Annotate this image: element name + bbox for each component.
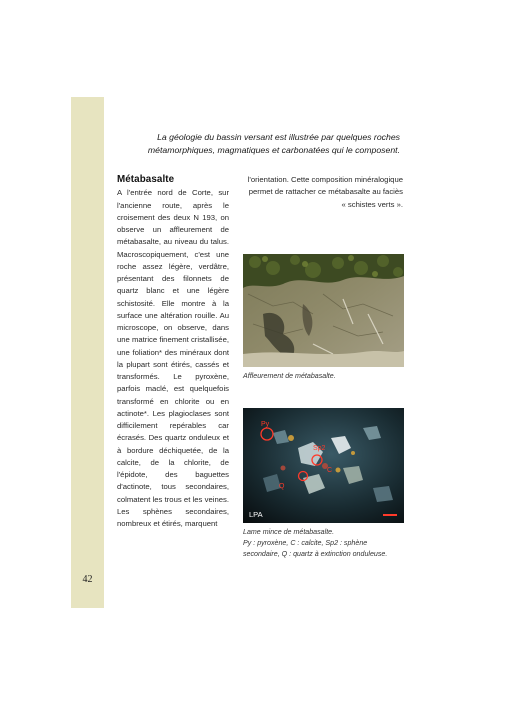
- outcrop-photo-caption: [243, 371, 404, 382]
- thin-section-caption: [243, 527, 404, 561]
- page-number: 42: [82, 574, 93, 585]
- article-right-column: [243, 174, 403, 211]
- thin-section-caption-title: Lame mince de métabasalte.: [243, 528, 335, 536]
- article-left-column: [117, 174, 229, 530]
- page-margin-band: [71, 97, 104, 608]
- lpa-label: LPA: [249, 510, 263, 519]
- article-heading: Métabasalte: [117, 174, 175, 185]
- marker-sp2: Sp2: [313, 445, 326, 452]
- article-body: A l'entrée nord de Corte, sur l'ancienne route, après le croisement des deux N 193, on observe un affleurement de métabasalte, au niveau du talus. Macroscopiquement, c'est une roche assez légère, verdâtre, présentant des filonnets de quartz blanc et une légère schistosité. Elle montre à la surface une altération rouille. Au microscope, on observe, dans une matrice finement cristallisée, une foliation* des minéraux dont la plupart sont étirés, cassés et transformés. Le pyroxène, parfois maclé, est quelquefois transformé en chlorite ou en actinote*. Les plagioclases sont difficilement repérables car écrasés. Des quartz onduleux et à bordure déchiquetée, de la calcite, de la chlorite, de l'épidote, des baguettes d'actinote, tous secondaires, colmatent les trous et les veines. Les sphènes secondaires, nombreux et étirés, marquent: [117, 188, 229, 528]
- outcrop-caption-text: Affleurement de métabasalte.: [243, 372, 336, 380]
- intro-text: La géologie du bassin versant est illustrée par quelques roches métamorphiques, magmatiques et carbonatées qui le composent.: [147, 132, 400, 155]
- thin-section-caption-legend: Py : pyroxène, C : calcite, Sp2 : sphène secondaire, Q : quartz à extinction onduleuse.: [243, 539, 388, 559]
- outcrop-photo: [243, 254, 404, 367]
- thin-section-photo: [243, 408, 404, 523]
- marker-py: Py: [261, 421, 270, 428]
- article-continuation: l'orientation. Cette composition minéralogique permet de rattacher ce métabasalte au faciès « schistes verts ».: [247, 175, 403, 209]
- marker-q: Q: [279, 483, 285, 490]
- marker-c: C: [327, 467, 333, 474]
